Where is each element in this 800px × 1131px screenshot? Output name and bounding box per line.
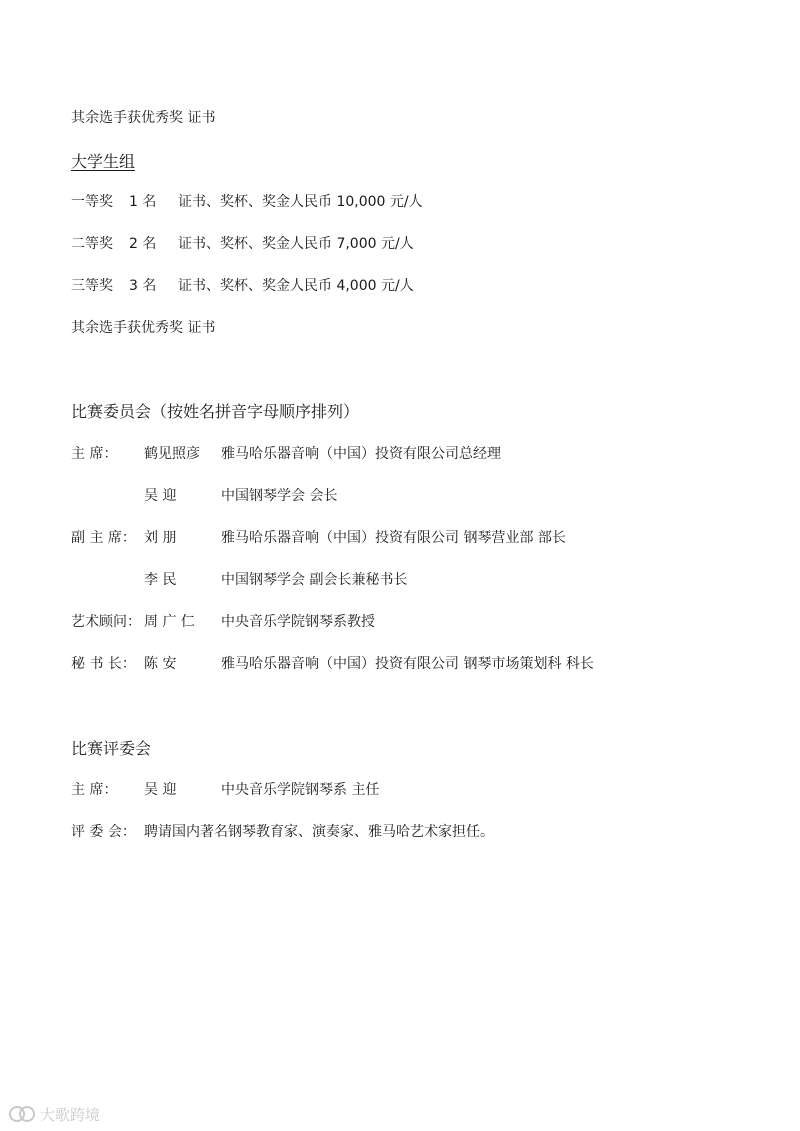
prize-level: 一等奖 [71,194,113,210]
prize-level: 三等奖 [71,278,113,294]
jury-desc: 中央音乐学院钢琴系 主任 [221,782,380,798]
committee-name: 吴 迎 [144,488,177,504]
prize-count: 1 名 [129,194,157,210]
committee-heading: 比赛委员会（按姓名拼音字母顺序排列） [71,402,360,421]
jury-name: 吴 迎 [144,782,177,798]
committee-role: 秘 书 长： [71,656,136,672]
prize-count: 2 名 [129,236,157,252]
committee-desc: 中国钢琴学会 副会长兼秘书长 [221,572,408,588]
committee-name: 陈 安 [144,656,177,672]
committee-desc: 中国钢琴学会 会长 [221,488,338,504]
committee-desc: 雅马哈乐器音响（中国）投资有限公司总经理 [221,446,501,462]
committee-role: 主 席： [71,446,118,462]
jury-role: 主 席： [71,782,118,798]
prize-award: 证书、奖杯、奖金人民币 4,000 元/人 [178,278,414,294]
prize-award: 证书、奖杯、奖金人民币 10,000 元/人 [178,194,423,210]
jury-members-role: 评 委 会： [71,824,136,840]
committee-desc: 雅马哈乐器音响（中国）投资有限公司 钢琴市场策划科 科长 [221,656,594,672]
jury-members-desc: 聘请国内著名钢琴教育家、演奏家、雅马哈艺术家担任。 [144,824,494,840]
watermark [8,1103,100,1125]
committee-role: 艺术顾问： [71,614,141,630]
committee-name: 鹤见照彦 [144,446,200,462]
committee-name: 刘 朋 [144,530,177,546]
committee-role: 副 主 席： [71,530,136,546]
watermark-text: 大歌跨境 [40,1105,101,1124]
college-group-heading: 大学生组 [71,152,136,171]
previous-group-other-award: 其余选手获优秀奖 证书 [71,110,216,126]
committee-desc: 中央音乐学院钢琴系教授 [221,614,375,630]
committee-name: 周 广 仁 [144,614,195,630]
committee-desc: 雅马哈乐器音响（中国）投资有限公司 钢琴营业部 部长 [221,530,566,546]
jury-heading: 比赛评委会 [71,739,152,758]
watermark-logo-icon [8,1104,36,1124]
prize-count: 3 名 [129,278,157,294]
committee-name: 李 民 [144,572,177,588]
college-other-award: 其余选手获优秀奖 证书 [71,320,216,336]
prize-level: 二等奖 [71,236,113,252]
prize-award: 证书、奖杯、奖金人民币 7,000 元/人 [178,236,414,252]
